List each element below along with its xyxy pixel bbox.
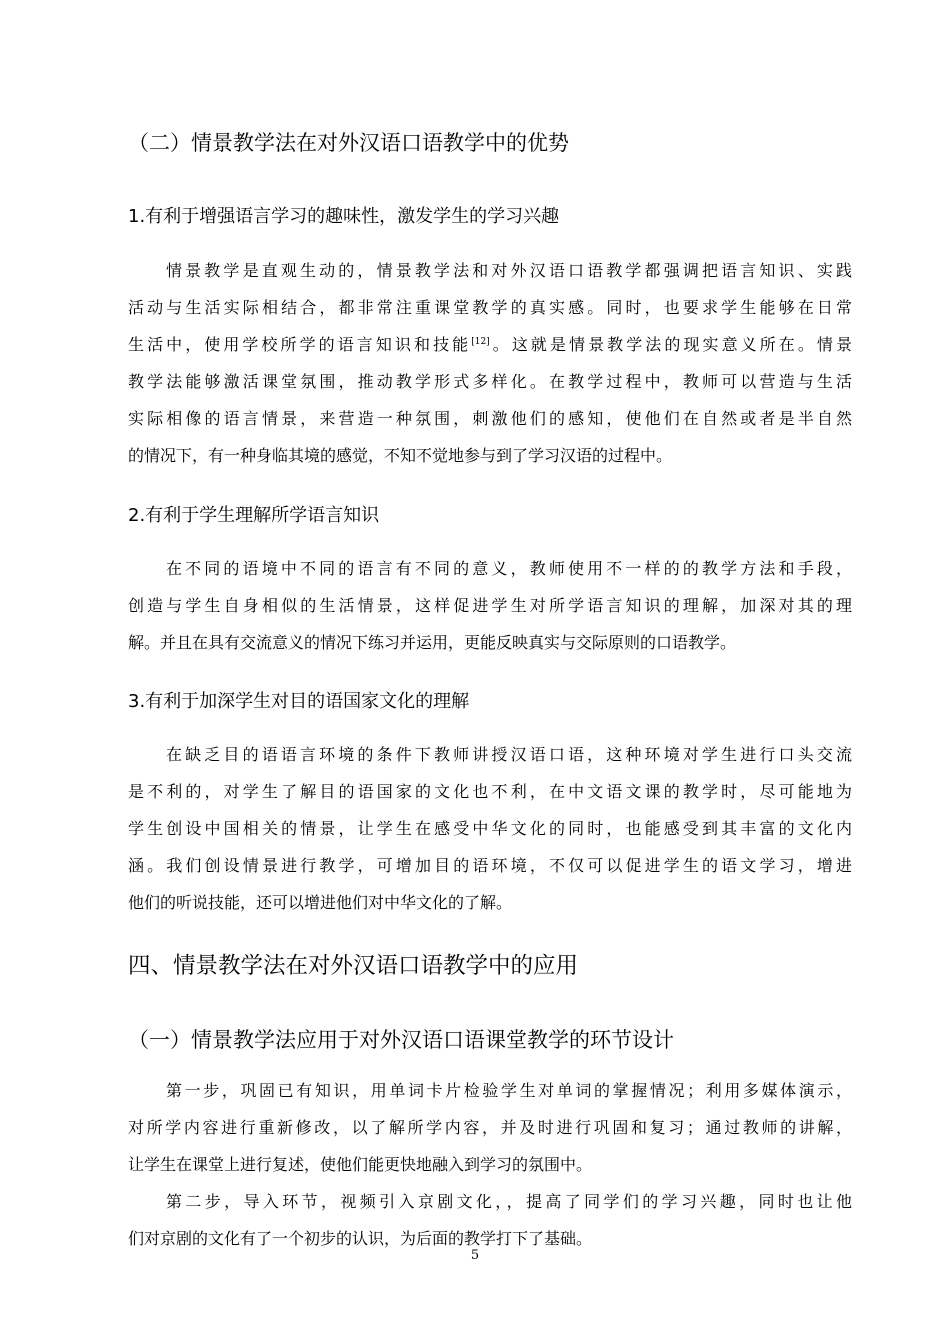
subsection-heading-3: 3.有利于加深学生对目的语国家文化的理解 [128, 691, 470, 712]
subsection-heading-2: 2.有利于学生理解所学语言知识 [128, 505, 380, 526]
citation-mark: [12] [471, 337, 490, 347]
paragraph-line: 活动与生活实际相结合，都非常注重课堂教学的真实感。同时，也要求学生能够在日常 [128, 298, 852, 317]
paragraph-understanding [128, 550, 852, 661]
paragraph-line: 的情况下，有一种身临其境的感觉，不知不觉地参与到了学习汉语的过程中。 [128, 446, 673, 465]
paragraph-line: 在不同的语境中不同的语言有不同的意义，教师使用不一样的的教学方法和手段， [166, 559, 852, 578]
paragraph-line: 对所学内容进行重新修改，以了解所学内容，并及时进行巩固和复习；通过教师的讲解， [128, 1118, 852, 1137]
chapter-heading-applications: 四、情景教学法在对外汉语口语教学中的应用 [128, 953, 579, 979]
paragraph-line: 在缺乏目的语语言环境的条件下教师讲授汉语口语，这种环境对学生进行口头交流 [166, 745, 852, 764]
paragraph-line: 情景教学是直观生动的，情景教学法和对外汉语口语教学都强调把语言知识、实践 [166, 261, 852, 280]
paragraph-step-one [128, 1072, 852, 1183]
paragraph-line: 让学生在课堂上进行复述，使他们能更快地融入到学习的氛围中。 [128, 1155, 593, 1174]
paragraph-line: 学生创设中国相关的情景，让学生在感受中华文化的同时，也能感受到其丰富的文化内 [128, 819, 852, 838]
paragraph-line: 解。并且在具有交流意义的情况下练习并运用，更能反映真实与交际原则的口语教学。 [128, 633, 737, 652]
paragraph-interest [128, 252, 852, 474]
paragraph-line-with-citation [128, 326, 852, 363]
paragraph-line: 他们的听说技能，还可以增进他们对中华文化的了解。 [128, 893, 513, 912]
subsection-heading-1: 1.有利于增强语言学习的趣味性，激发学生的学习兴趣 [128, 206, 560, 227]
section-heading-design: （一）情景教学法应用于对外汉语口语课堂教学的环节设计 [128, 1028, 674, 1052]
paragraph-line: 们对京剧的文化有了一个初步的认识，为后面的教学打下了基础。 [128, 1229, 593, 1248]
section-heading-advantages: （二）情景教学法在对外汉语口语教学中的优势 [128, 131, 569, 155]
paragraph-step-two [128, 1183, 852, 1257]
paragraph-line: 是不利的，对学生了解目的语国家的文化也不利，在中文语文课的教学时，尽可能地为 [128, 782, 852, 801]
paragraph-line: 创造与学生自身相似的生活情景，这样促进学生对所学语言知识的理解，加深对其的理 [128, 596, 852, 615]
page-number: 5 [470, 1248, 480, 1263]
paragraph-line: 教学法能够激活课堂氛围，推动教学形式多样化。在教学过程中，教师可以营造与生活 [128, 372, 852, 391]
paragraph-culture [128, 736, 852, 921]
paragraph-line: 涵。我们创设情景进行教学，可增加目的语环境，不仅可以促进学生的语文学习，增进 [128, 856, 852, 875]
line-text: 生活中，使用学校所学的语言知识和技能 [128, 335, 472, 354]
paragraph-line: 第二步，导入环节，视频引入京剧文化，，提高了同学们的学习兴趣，同时也让他 [166, 1192, 852, 1211]
paragraph-line: 实际相像的语言情景，来营造一种氛围，刺激他们的感知，使他们在自然或者是半自然 [128, 409, 852, 428]
paragraph-line: 第一步，巩固已有知识，用单词卡片检验学生对单词的掌握情况；利用多媒体演示， [166, 1081, 852, 1100]
line-text: 。这就是情景教学法的现实意义所在。情景 [489, 335, 852, 354]
